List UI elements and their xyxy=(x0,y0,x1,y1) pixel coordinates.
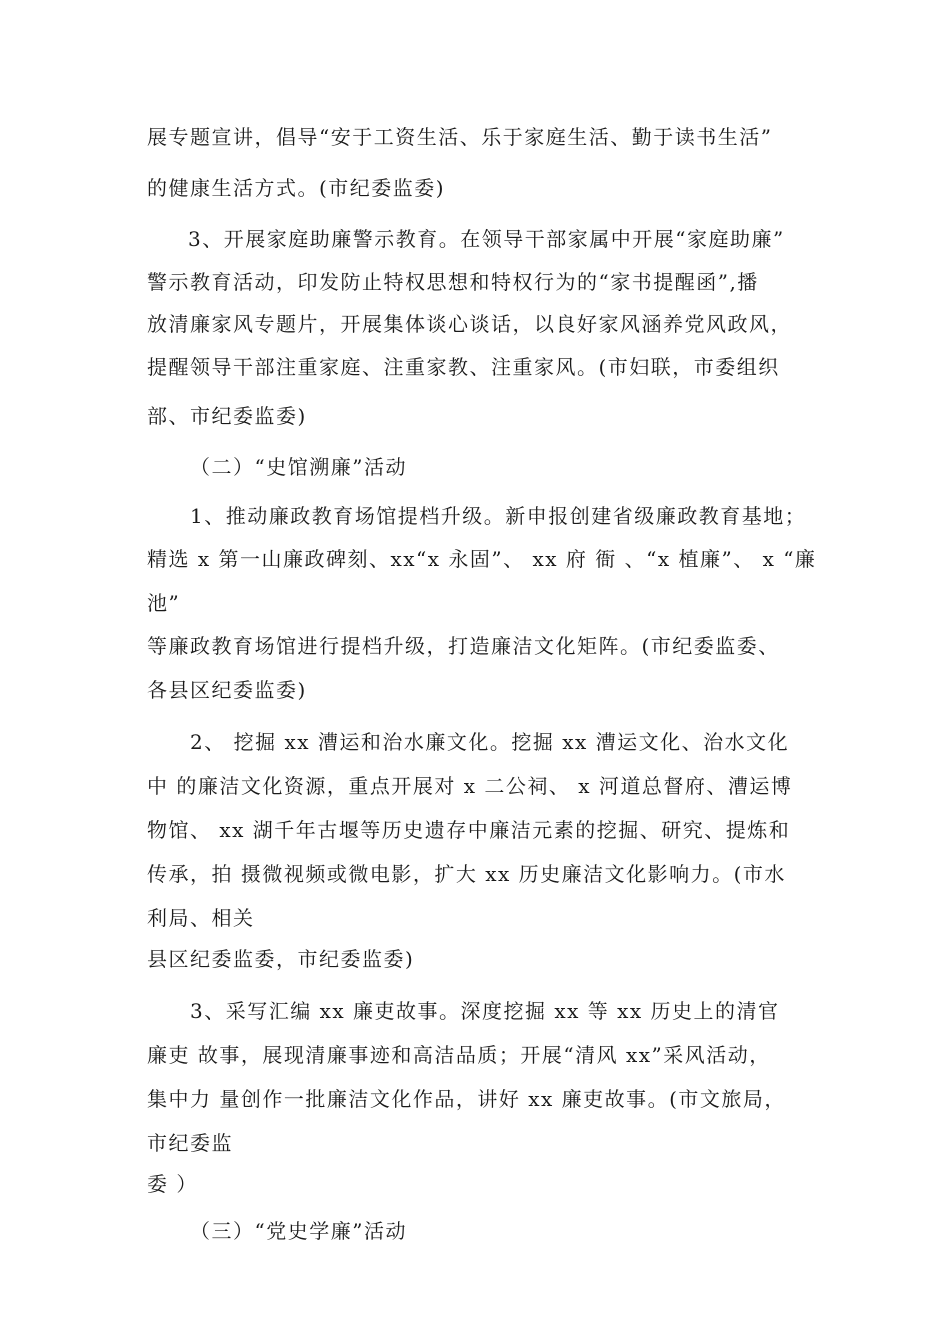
body-text-line: 传承，拍 摄微视频或微电影，扩大 xx 历史廉洁文化影响力。(市水 xyxy=(147,862,786,886)
body-text-line: 等廉政教育场馆进行提档升级，打造廉洁文化矩阵。(市纪委监委、 xyxy=(147,634,780,658)
body-text-line: 部、市纪委监委) xyxy=(147,404,307,428)
body-text-line: 3、采写汇编 xx 廉吏故事。深度挖掘 xx 等 xx 历史上的清官 xyxy=(190,999,780,1023)
body-text-line: 2、 挖掘 xx 漕运和治水廉文化。挖掘 xx 漕运文化、治水文化 xyxy=(190,730,790,754)
section-heading: （三）“党史学廉”活动 xyxy=(190,1219,407,1243)
section-heading: （二）“史馆溯廉”活动 xyxy=(190,455,407,479)
body-text-line: 1、推动廉政教育场馆提档升级。新申报创建省级廉政教育基地； xyxy=(190,504,807,528)
body-text-line: 集中力 量创作一批廉洁文化作品，讲好 xx 廉吏故事。(市文旅局， xyxy=(147,1087,786,1111)
body-text-line: 中 的廉洁文化资源，重点开展对 x 二公祠、 x 河道总督府、漕运博 xyxy=(147,774,793,798)
body-text-line: 廉吏 故事，展现清廉事迹和高洁品质；开展“清风 xx”采风活动， xyxy=(147,1043,771,1067)
body-text-line: 展专题宣讲，倡导“安于工资生活、乐于家庭生活、勤于读书生活” xyxy=(147,125,773,149)
body-text-line: 县区纪委监委，市纪委监委) xyxy=(147,947,415,971)
body-text-line: 池” xyxy=(147,591,181,615)
body-text-line: 物馆、 xx 湖千年古堰等历史遗存中廉洁元素的挖掘、研究、提炼和 xyxy=(147,818,791,842)
body-text-line: 委 ） xyxy=(147,1172,198,1196)
body-text-line: 的健康生活方式。(市纪委监委) xyxy=(147,176,446,200)
body-text-line: 各县区纪委监委) xyxy=(147,678,307,702)
body-text-line: 精选 x 第一山廉政碑刻、xx“x 永固”、 xx 府 衙 、“x 植廉”、 x “廉 xyxy=(147,547,817,571)
body-text-line: 市纪委监 xyxy=(147,1131,233,1155)
body-text-line: 3、开展家庭助廉警示教育。在领导干部家属中开展“家庭助廉” xyxy=(188,227,785,251)
body-text-line: 利局、相关 xyxy=(147,906,255,930)
body-text-line: 放清廉家风专题片，开展集体谈心谈话，以良好家风涵养党风政风， xyxy=(147,312,792,336)
body-text-line: 警示教育活动，印发防止特权思想和特权行为的“家书提醒函”,播 xyxy=(147,270,759,294)
body-text-line: 提醒领导干部注重家庭、注重家教、注重家风。(市妇联，市委组织 xyxy=(147,355,780,379)
